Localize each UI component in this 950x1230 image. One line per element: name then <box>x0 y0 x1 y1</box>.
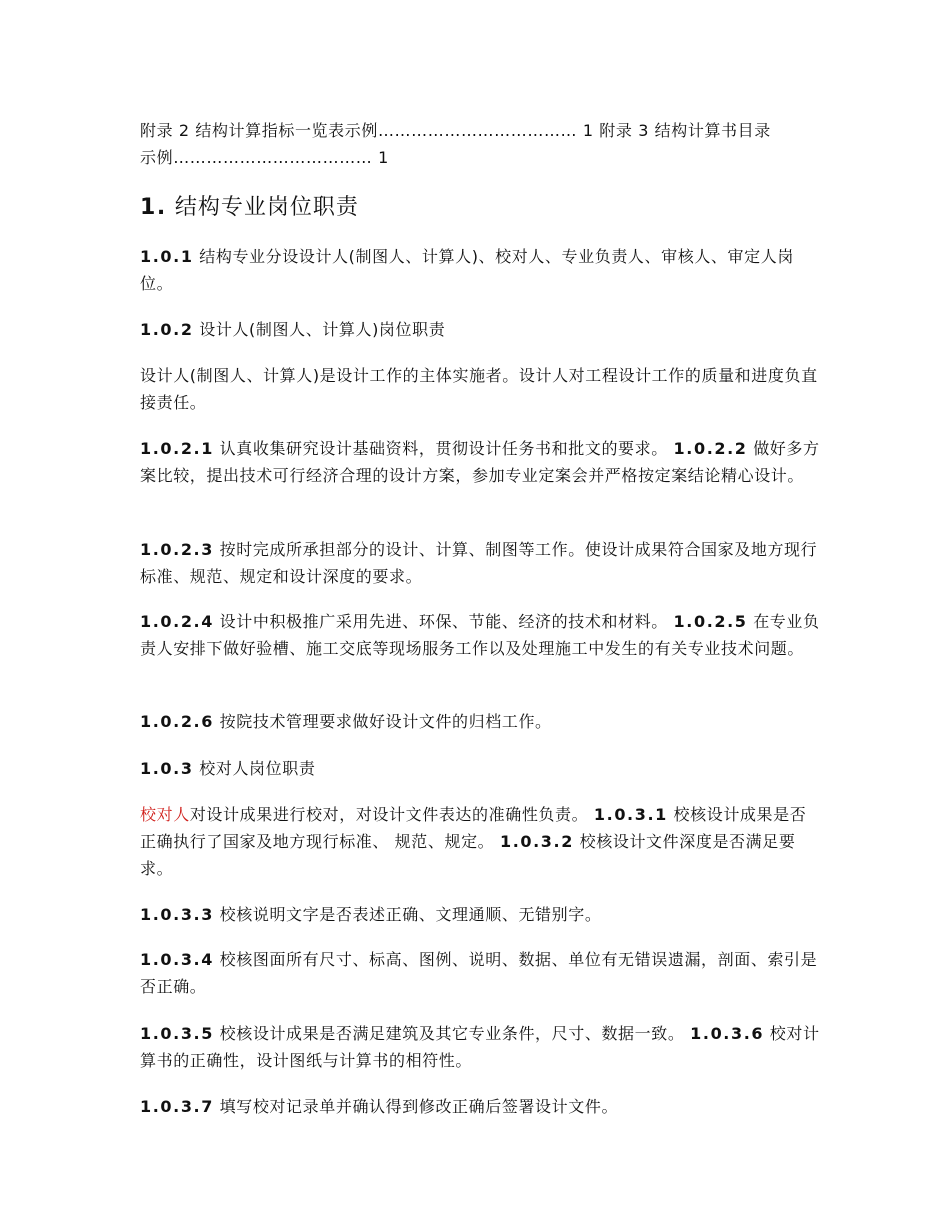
designer-intro-paragraph: 设计人(制图人、计算人)是设计工作的主体实施者。设计人对工程设计工作的质量和进度负直接责任。 <box>140 366 818 412</box>
clause-1-0-3-4 <box>140 946 820 1000</box>
clause-number: 1.0.3.4 <box>140 950 214 969</box>
clause-text: 对设计成果进行校对，对设计文件表达的准确性负责。 <box>189 805 594 824</box>
clause-number: 1.0.2.3 <box>140 540 214 559</box>
clause-number: 1.0.3.6 <box>690 1024 765 1043</box>
clause-text: 做好多方案比较，提出技术可行经济合理的设计方案，参加专业定案会并严格按定案结论精心设计。 <box>140 439 820 485</box>
clause-text: 在专业负责人安排下做好验槽、施工交底等现场服务工作以及处理施工中发生的有关专业技术问题。 <box>140 612 820 658</box>
toc-line-2: 示例……………………………… 1 <box>140 148 389 167</box>
clause-text: 设计中积极推广采用先进、环保、节能、经济的技术和材料。 <box>213 612 674 631</box>
clause-text: 校核设计文件深度是否满足要求。 <box>140 832 796 878</box>
clause-number: 1.0.2.4 <box>140 612 214 631</box>
clause-number: 1.0.3.7 <box>140 1097 214 1116</box>
section-title: 结构专业岗位职责 <box>166 195 359 220</box>
clause-1-0-3-3 <box>140 901 820 928</box>
section-number: 1. <box>140 195 167 220</box>
clause-1-0-3-5 <box>140 1020 820 1074</box>
toc-line-1: 附录 2 结构计算指标一览表示例……………………………… 1 附录 3 结构计算书目录 <box>140 121 771 140</box>
clause-number: 1.0.1 <box>140 247 194 266</box>
checker-paragraph <box>140 801 820 882</box>
clause-1-0-2-4 <box>140 608 820 662</box>
clause-text: 校对人岗位职责 <box>193 759 316 778</box>
toc-entries <box>140 117 820 171</box>
clause-text: 按时完成所承担部分的设计、计算、制图等工作。使设计成果符合国家及地方现行标准、规范、规定和设计深度的要求。 <box>140 540 818 586</box>
clause-number: 1.0.3.1 <box>593 805 668 824</box>
clause-text: 校核说明文字是否表述正确、文理通顺、无错别字。 <box>213 905 602 924</box>
clause-1-0-2-1 <box>140 435 820 489</box>
clause-text: 设计人(制图人、计算人)岗位职责 <box>193 320 446 339</box>
clause-number: 1.0.3.5 <box>140 1024 214 1043</box>
clause-number: 1.0.3.3 <box>140 905 214 924</box>
clause-text: 校核设计成果是否正确执行了国家及地方现行标准、 规范、规定。 <box>140 805 807 851</box>
clause-number: 1.0.2.5 <box>673 612 748 631</box>
clause-number: 1.0.3.2 <box>499 832 574 851</box>
clause-number: 1.0.2.2 <box>673 439 748 458</box>
clause-1-0-2-3 <box>140 536 820 590</box>
checker-highlight: 校对人 <box>140 805 190 824</box>
clause-number: 1.0.3 <box>140 759 194 778</box>
clause-number: 1.0.2 <box>140 320 194 339</box>
clause-1-0-3 <box>140 755 820 782</box>
clause-number: 1.0.2.1 <box>140 439 214 458</box>
clause-1-0-2-6 <box>140 708 820 735</box>
clause-text: 按院技术管理要求做好设计文件的归档工作。 <box>213 712 552 731</box>
clause-text: 填写校对记录单并确认得到修改正确后签署设计文件。 <box>213 1097 619 1116</box>
clause-text: 认真收集研究设计基础资料，贯彻设计任务书和批文的要求。 <box>213 439 674 458</box>
clause-1-0-3-7 <box>140 1093 820 1120</box>
clause-1-0-2 <box>140 316 820 343</box>
clause-text: 校核设计成果是否满足建筑及其它专业条件，尺寸、数据一致。 <box>213 1024 691 1043</box>
clause-text: 结构专业分设设计人(制图人、计算人)、校对人、专业负责人、审核人、审定人岗位。 <box>140 247 794 293</box>
clause-number: 1.0.2.6 <box>140 712 214 731</box>
clause-text: 校对计算书的正确性，设计图纸与计算书的相符性。 <box>140 1024 820 1070</box>
section-heading <box>140 193 820 223</box>
clause-1-0-1 <box>140 243 820 297</box>
clause-text: 校核图面所有尺寸、标高、图例、说明、数据、单位有无错误遗漏，剖面、索引是否正确。 <box>140 950 818 996</box>
